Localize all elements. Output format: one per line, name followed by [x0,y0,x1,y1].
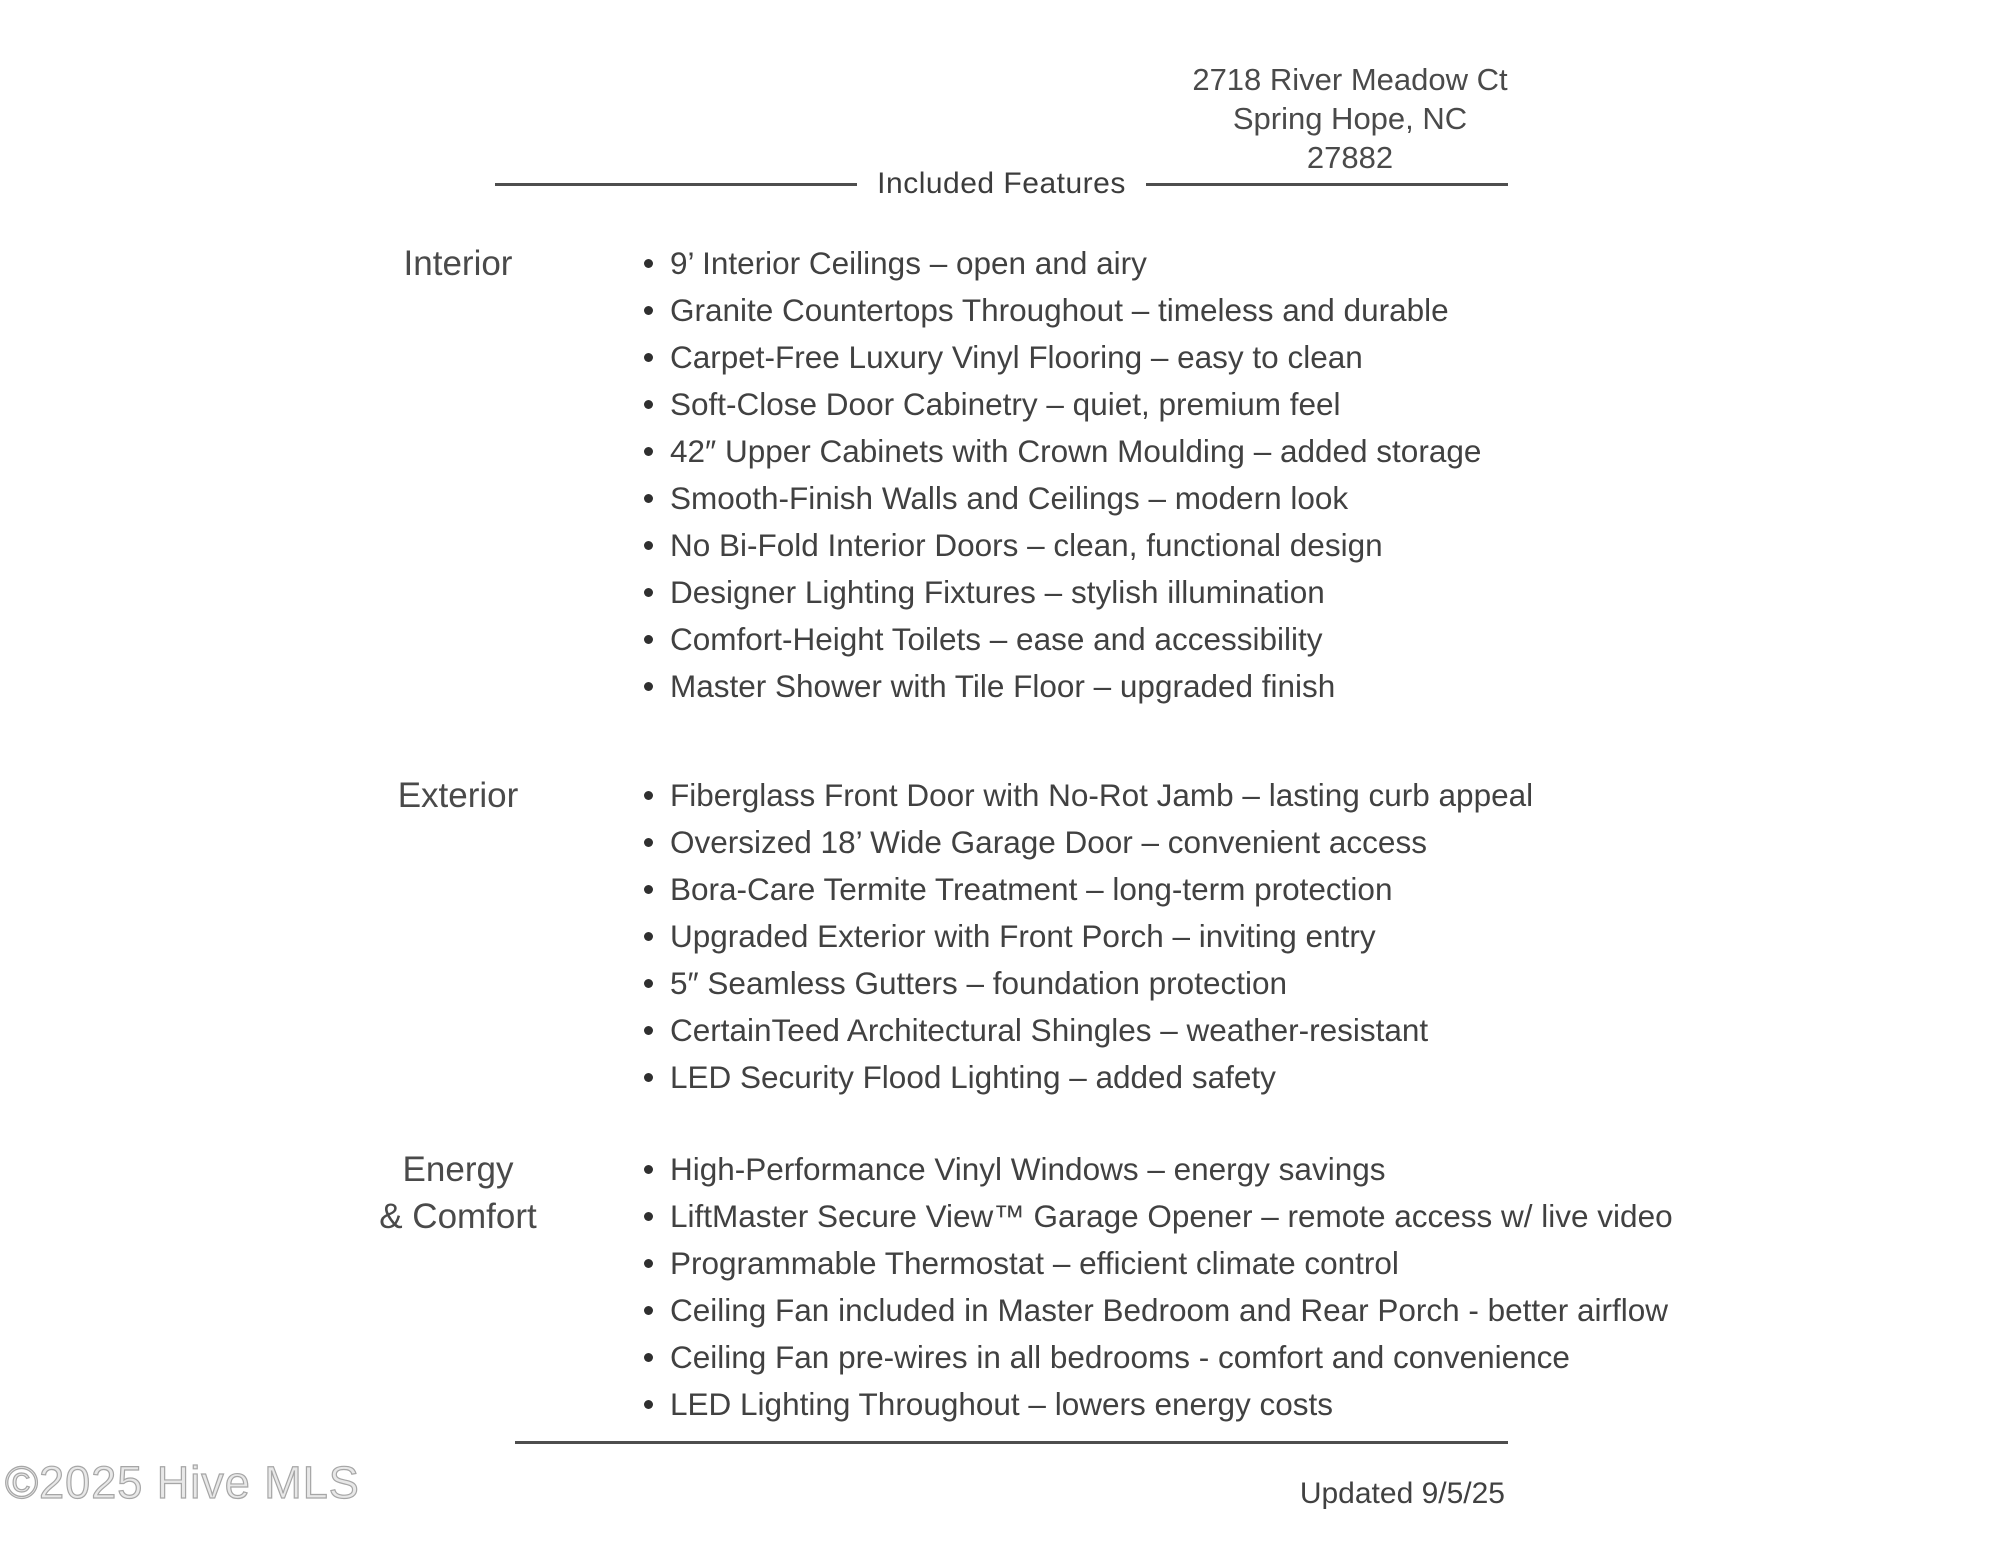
feature-sections [0,240,2000,1428]
hive-mls-watermark: ©2025 Hive MLS [5,1457,360,1508]
feature-item: 5″ Seamless Gutters – foundation protection [640,960,1533,1007]
feature-item: Comfort-Height Toilets – ease and accessibility [640,616,1481,663]
feature-item: Granite Countertops Throughout – timeless and durable [640,287,1481,334]
divider-rule-left [495,183,857,186]
property-address [1190,60,1510,177]
feature-item: 9’ Interior Ceilings – open and airy [640,240,1481,287]
feature-item: LiftMaster Secure View™ Garage Opener – remote access w/ live video [640,1193,1673,1240]
feature-item: LED Lighting Throughout – lowers energy costs [640,1381,1673,1428]
feature-item: Carpet-Free Luxury Vinyl Flooring – easy to clean [640,334,1481,381]
section-label-line: & Comfort [379,1197,537,1236]
feature-item: Oversized 18’ Wide Garage Door – convenient access [640,819,1533,866]
feature-item: Ceiling Fan pre-wires in all bedrooms - comfort and convenience [640,1334,1673,1381]
feature-list [640,1146,1673,1428]
feature-item: Upgraded Exterior with Front Porch – inviting entry [640,913,1533,960]
feature-item: High-Performance Vinyl Windows – energy savings [640,1146,1673,1193]
feature-item: Master Shower with Tile Floor – upgraded finish [640,663,1481,710]
section-label [328,240,588,287]
feature-item: Soft-Close Door Cabinetry – quiet, premium feel [640,381,1481,428]
feature-item: No Bi-Fold Interior Doors – clean, functional design [640,522,1481,569]
feature-item: 42″ Upper Cabinets with Crown Moulding – added storage [640,428,1481,475]
section-label-line: Exterior [397,776,519,815]
section-label-line: Energy [402,1150,514,1189]
feature-section [0,240,2000,710]
feature-item: Fiberglass Front Door with No-Rot Jamb – lasting curb appeal [640,772,1533,819]
feature-item: Bora-Care Termite Treatment – long-term protection [640,866,1533,913]
address-line-2: Spring Hope, NC 27882 [1232,101,1468,175]
feature-item: LED Security Flood Lighting – added safety [640,1054,1533,1101]
footer-rule [515,1441,1508,1444]
included-features-divider [495,167,1508,201]
feature-item: Programmable Thermostat – efficient climate control [640,1240,1673,1287]
feature-item: CertainTeed Architectural Shingles – weather-resistant [640,1007,1533,1054]
feature-list [640,240,1481,710]
feature-item: Smooth-Finish Walls and Ceilings – modern look [640,475,1481,522]
feature-section [0,1146,2000,1428]
feature-section [0,772,2000,1101]
updated-date: Updated 9/5/25 [1299,1477,1505,1510]
section-label [328,1146,588,1240]
feature-list [640,772,1533,1101]
page-title: Included Features [877,167,1126,200]
section-label-line: Interior [403,244,513,283]
address-line-1: 2718 River Meadow Ct [1192,62,1508,97]
section-label [328,772,588,819]
divider-rule-right [1146,183,1508,186]
feature-item: Designer Lighting Fixtures – stylish illumination [640,569,1481,616]
feature-item: Ceiling Fan included in Master Bedroom and Rear Porch - better airflow [640,1287,1673,1334]
